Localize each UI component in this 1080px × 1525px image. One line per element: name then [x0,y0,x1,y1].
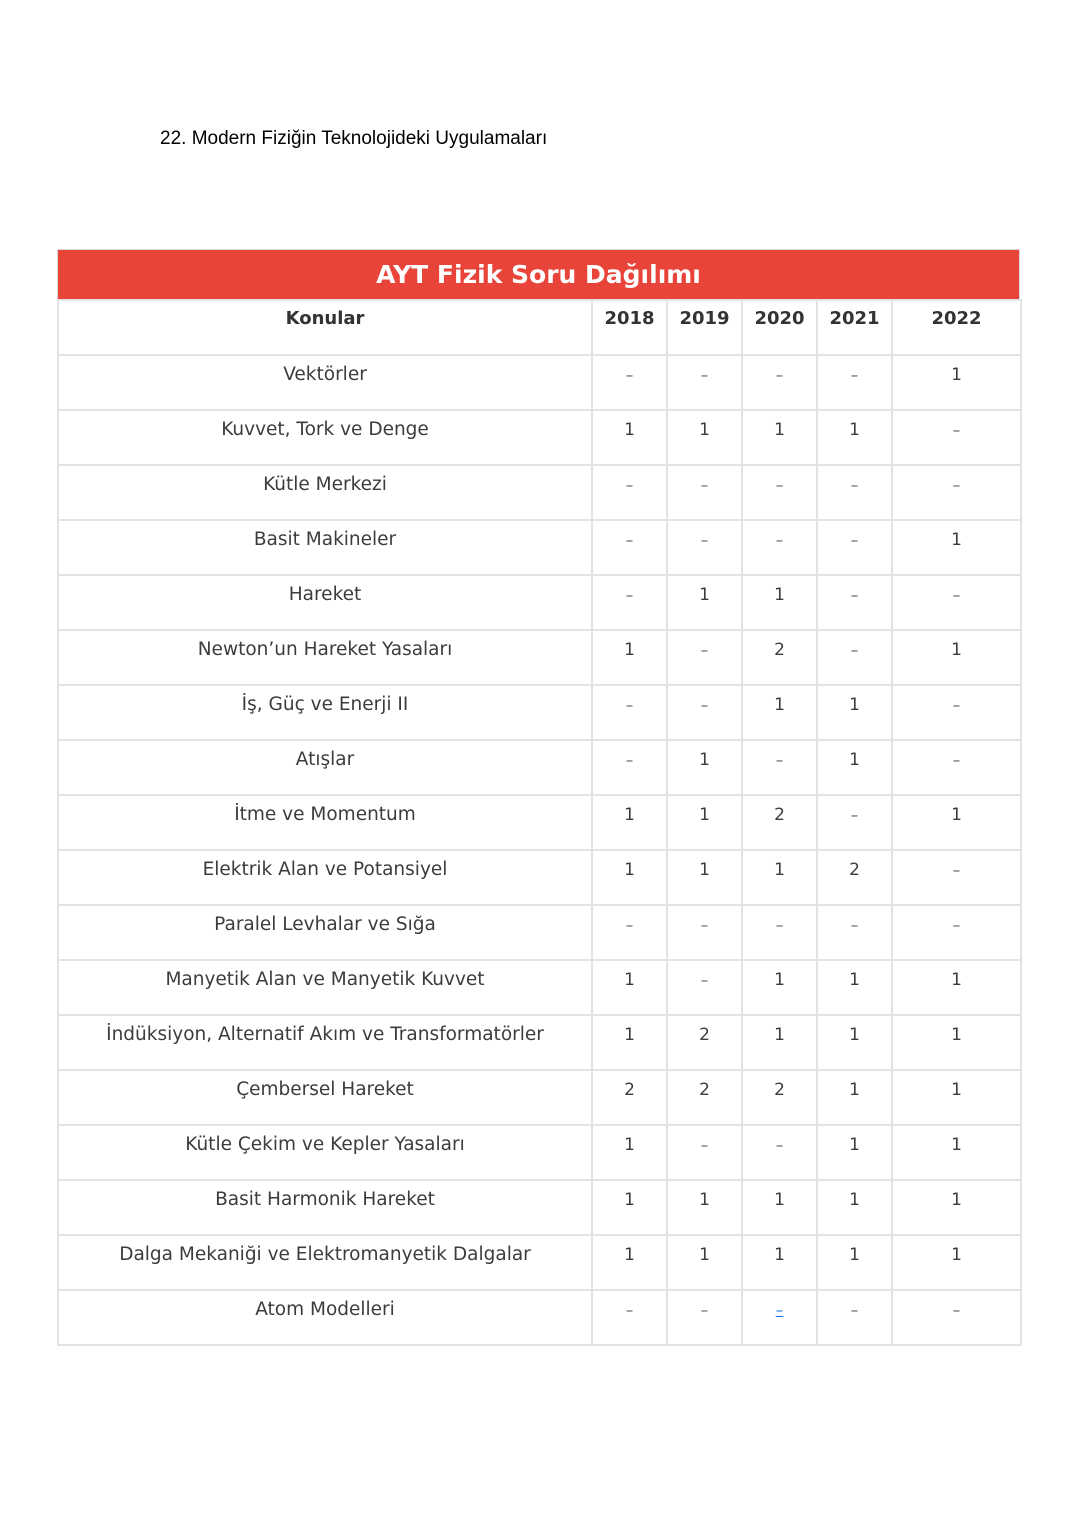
table-row [58,1180,1021,1235]
count-cell: 1 [592,850,667,905]
count-cell: – [592,740,667,795]
table-row [58,1070,1021,1125]
count-cell: 1 [742,685,817,740]
count-cell: – [667,1290,742,1345]
topic-cell: Kütle Merkezi [58,465,592,520]
header-row [58,300,1021,355]
count-cell: – [592,465,667,520]
document-heading: 22. Modern Fiziğin Teknolojideki Uygulamaları [160,128,548,149]
table-row [58,850,1021,905]
count-cell: 1 [667,410,742,465]
table-row [58,905,1021,960]
topic-cell: İtme ve Momentum [58,795,592,850]
question-distribution-table [57,249,1020,1346]
table-row [58,1235,1021,1290]
count-cell: – [892,575,1021,630]
count-cell: 2 [742,1070,817,1125]
table-row [58,960,1021,1015]
count-cell: 1 [742,575,817,630]
column-header-year: 2021 [817,300,892,355]
count-cell: 1 [667,850,742,905]
count-cell: 1 [667,575,742,630]
count-cell: 1 [592,1125,667,1180]
count-cell: – [817,520,892,575]
count-cell: 1 [817,1070,892,1125]
column-header-topics: Konular [58,300,592,355]
topic-cell: Paralel Levhalar ve Sığa [58,905,592,960]
count-cell: – [592,575,667,630]
count-cell: 1 [892,1235,1021,1290]
topic-cell: Atışlar [58,740,592,795]
count-cell: – [667,685,742,740]
topic-cell: Basit Harmonik Hareket [58,1180,592,1235]
topic-cell: Hareket [58,575,592,630]
count-cell: 1 [592,1015,667,1070]
count-cell: – [817,465,892,520]
count-cell: 1 [817,1235,892,1290]
count-cell: – [592,355,667,410]
table-row [58,1015,1021,1070]
column-header-year: 2019 [667,300,742,355]
count-cell: 1 [817,1015,892,1070]
column-header-year: 2018 [592,300,667,355]
count-cell: – [817,795,892,850]
table-row [58,465,1021,520]
count-cell: – [667,1125,742,1180]
table-row [58,740,1021,795]
count-cell: 1 [742,1235,817,1290]
count-cell: – [742,905,817,960]
table-row [58,630,1021,685]
count-cell: – [817,905,892,960]
count-cell: 1 [592,960,667,1015]
topic-cell: İş, Güç ve Enerji II [58,685,592,740]
count-cell: 1 [817,1125,892,1180]
table-row [58,795,1021,850]
topic-cell: Manyetik Alan ve Manyetik Kuvvet [58,960,592,1015]
count-cell: 2 [667,1015,742,1070]
count-cell: 1 [742,1015,817,1070]
count-cell: – [742,465,817,520]
count-cell: 1 [892,1070,1021,1125]
count-cell: 1 [817,740,892,795]
table-row [58,575,1021,630]
count-cell: 1 [892,1180,1021,1235]
count-cell: – [742,355,817,410]
count-cell: 2 [742,795,817,850]
count-cell: 1 [592,410,667,465]
count-cell: – [667,905,742,960]
count-cell: 2 [667,1070,742,1125]
count-cell: – [592,685,667,740]
count-cell: 1 [817,410,892,465]
count-cell: 1 [667,1235,742,1290]
distribution-grid [57,299,1022,1346]
count-cell: – [892,740,1021,795]
count-cell: – [592,520,667,575]
count-cell: 1 [892,630,1021,685]
count-cell: 1 [742,1180,817,1235]
topic-cell: Newton’un Hareket Yasaları [58,630,592,685]
table-body [58,355,1021,1345]
count-cell: – [892,465,1021,520]
count-cell: – [667,355,742,410]
count-cell: 1 [817,1180,892,1235]
count-cell: – [817,355,892,410]
count-cell: 1 [742,410,817,465]
count-cell: 1 [892,795,1021,850]
table-row [58,410,1021,465]
count-cell: – [817,630,892,685]
topic-cell: Kütle Çekim ve Kepler Yasaları [58,1125,592,1180]
topic-cell: Vektörler [58,355,592,410]
count-cell: 2 [817,850,892,905]
count-cell: 1 [892,1015,1021,1070]
count-cell: – [592,1290,667,1345]
count-cell: – [892,685,1021,740]
count-cell: 1 [592,1180,667,1235]
count-cell: – [892,850,1021,905]
count-cell: – [667,465,742,520]
count-cell: – [742,520,817,575]
topic-cell: İndüksiyon, Alternatif Akım ve Transformatörler [58,1015,592,1070]
table-row [58,520,1021,575]
count-cell: – [892,1290,1021,1345]
count-cell: – [742,740,817,795]
count-cell: – [892,410,1021,465]
table-row [58,355,1021,410]
count-cell: 1 [817,685,892,740]
table-title: AYT Fizik Soru Dağılımı [57,249,1020,299]
count-cell: – [667,520,742,575]
count-cell: 1 [667,740,742,795]
count-cell: – [742,1125,817,1180]
count-cell: 1 [892,355,1021,410]
count-cell [742,1290,817,1345]
count-cell: – [817,1290,892,1345]
column-header-year: 2020 [742,300,817,355]
count-cell: 1 [592,630,667,685]
table-row [58,685,1021,740]
count-cell: – [892,905,1021,960]
count-cell: 2 [742,630,817,685]
table-row [58,1290,1021,1345]
count-cell: – [667,630,742,685]
count-cell: – [817,575,892,630]
table-row [58,1125,1021,1180]
count-cell: 1 [742,850,817,905]
dash-link[interactable]: – [775,1300,784,1319]
count-cell: 1 [667,795,742,850]
column-header-year: 2022 [892,300,1021,355]
count-cell: 1 [742,960,817,1015]
topic-cell: Çembersel Hareket [58,1070,592,1125]
count-cell: 1 [892,1125,1021,1180]
topic-cell: Basit Makineler [58,520,592,575]
count-cell: 1 [592,1235,667,1290]
count-cell: – [667,960,742,1015]
count-cell: 2 [592,1070,667,1125]
count-cell: – [592,905,667,960]
topic-cell: Kuvvet, Tork ve Denge [58,410,592,465]
count-cell: 1 [892,520,1021,575]
count-cell: 1 [817,960,892,1015]
topic-cell: Elektrik Alan ve Potansiyel [58,850,592,905]
count-cell: 1 [892,960,1021,1015]
count-cell: 1 [592,795,667,850]
topic-cell: Atom Modelleri [58,1290,592,1345]
count-cell: 1 [667,1180,742,1235]
topic-cell: Dalga Mekaniği ve Elektromanyetik Dalgalar [58,1235,592,1290]
